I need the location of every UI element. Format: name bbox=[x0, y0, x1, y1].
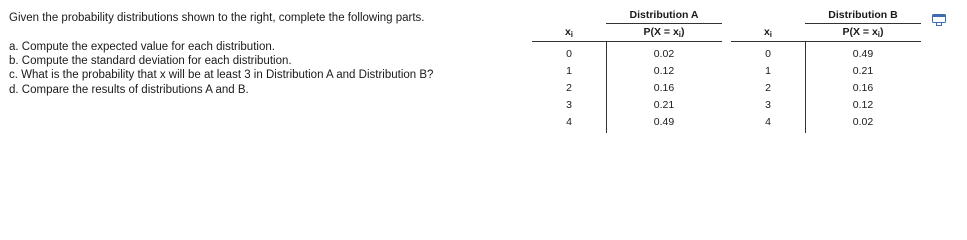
table-cell: 0.21 bbox=[653, 99, 675, 111]
distribution-b-header-rule bbox=[731, 41, 921, 42]
table-cell: 0 bbox=[765, 48, 771, 60]
table-cell: 0.21 bbox=[852, 65, 874, 77]
table-cell: 4 bbox=[566, 116, 572, 128]
table-cell: 2 bbox=[566, 82, 572, 94]
distribution-b-x-header: $x_i$ bbox=[763, 26, 773, 39]
part-a: a. Compute the expected value for each distribution. bbox=[9, 41, 275, 53]
part-b: b. Compute the standard deviation for each distribution. bbox=[9, 55, 292, 68]
table-cell: 0.16 bbox=[653, 82, 675, 94]
distribution-b-title-rule bbox=[805, 23, 921, 24]
distribution-a-title-rule bbox=[606, 23, 722, 24]
table-cell: 0.02 bbox=[852, 116, 874, 128]
question-parts bbox=[9, 40, 433, 97]
table-cell: 0 bbox=[566, 48, 572, 60]
table-cell: 1 bbox=[566, 65, 572, 77]
table-cell: 3 bbox=[765, 99, 771, 111]
table-cell: 3 bbox=[566, 99, 572, 111]
table-cell: 0.12 bbox=[852, 99, 874, 111]
distribution-a-x-header: $x_i$ bbox=[564, 26, 574, 39]
question-intro: Given the probability distributions shown to the right, complete the following parts. bbox=[9, 12, 425, 24]
table-cell: 0.02 bbox=[653, 48, 675, 60]
distribution-a-title: Distribution A bbox=[629, 9, 699, 21]
distribution-b-table bbox=[731, 8, 921, 133]
table-cell: 0.49 bbox=[852, 48, 874, 60]
table-cell: 0.49 bbox=[653, 116, 675, 128]
distribution-a-header-rule bbox=[532, 41, 722, 42]
table-cell: 0.16 bbox=[852, 82, 874, 94]
copy-icon[interactable] bbox=[932, 13, 946, 25]
distribution-a-p-header: $P(X = x_i)$ bbox=[643, 26, 685, 39]
table-cell: 4 bbox=[765, 116, 771, 128]
distribution-b-p-header: $P(X = x_i)$ bbox=[842, 26, 884, 39]
table-cell: 0.12 bbox=[653, 65, 675, 77]
table-cell: 1 bbox=[765, 65, 771, 77]
table-cell: 2 bbox=[765, 82, 771, 94]
distribution-b-title: Distribution B bbox=[828, 9, 898, 21]
part-d: d. Compare the results of distributions A and B. bbox=[9, 83, 249, 96]
part-c: c. What is the probability that x will be at least 3 in Distribution A and Distribution B? bbox=[9, 69, 434, 82]
distribution-a-table bbox=[532, 8, 722, 133]
